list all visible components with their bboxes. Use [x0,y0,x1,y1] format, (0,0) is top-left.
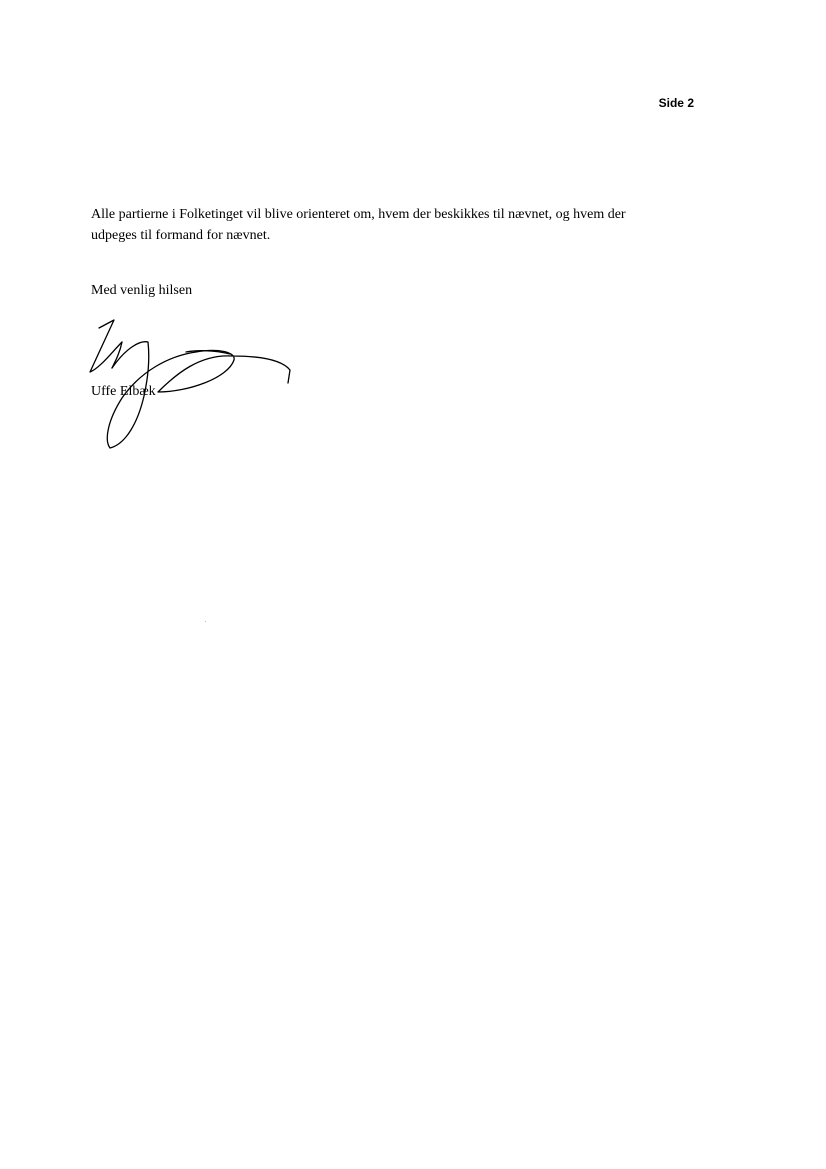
page-number: Side 2 [658,96,694,110]
closing-salutation: Med venlig hilsen [91,283,193,298]
letter-paragraph: Alle partierne i Folketinget vil blive orienteret om, hvem der beskikkes til nævnet, og hvem der udpeges til formand for nævnet. [91,207,626,243]
scan-speck [205,621,206,622]
signer-name: Uffe Elbæk [91,384,156,399]
